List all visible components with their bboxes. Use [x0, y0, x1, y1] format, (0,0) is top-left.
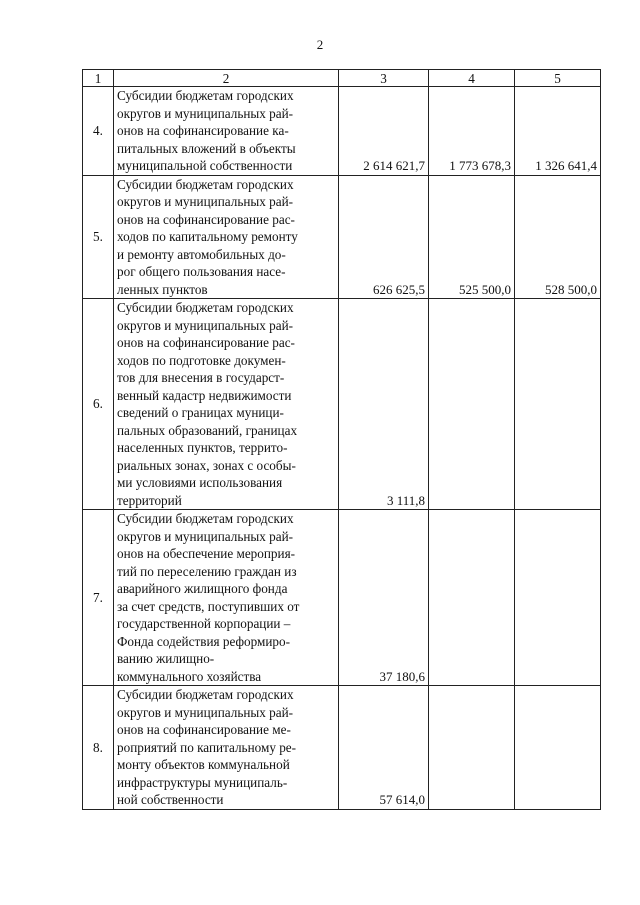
- header-col-5: 5: [515, 70, 601, 87]
- table-row: [83, 510, 601, 686]
- description-line: ванию жилищно-: [117, 651, 215, 666]
- row-value-col4: [429, 299, 515, 510]
- description-line: Субсидии бюджетам городских: [117, 511, 294, 526]
- description-line: ходов по капитальному ремонту: [117, 229, 298, 244]
- row-description: [114, 686, 339, 810]
- description-line: питальных вложений в объекты: [117, 140, 296, 156]
- description-line: онов на софинансирование рас-: [117, 335, 295, 350]
- description-line: инфраструктуры муниципаль-: [117, 774, 288, 790]
- row-number: 5.: [83, 175, 114, 299]
- description-line: государственной корпорации –: [117, 616, 291, 631]
- row-value-col3: 626 625,5: [339, 175, 429, 299]
- row-number: 7.: [83, 510, 114, 686]
- row-value-col4: 525 500,0: [429, 175, 515, 299]
- table-row: [83, 87, 601, 176]
- row-value-col5: [515, 510, 601, 686]
- row-value-col5: 528 500,0: [515, 175, 601, 299]
- description-line: за счет средств, поступивших от: [117, 598, 300, 614]
- table-body: [83, 87, 601, 810]
- row-number: 6.: [83, 299, 114, 510]
- row-value-col5: 1 326 641,4: [515, 87, 601, 176]
- description-line: онов на софинансирование ка-: [117, 123, 289, 138]
- header-col-2: 2: [114, 70, 339, 87]
- table-row: [83, 175, 601, 299]
- description-line: аварийного жилищного фонда: [117, 581, 288, 596]
- row-description: [114, 175, 339, 299]
- row-value-col5: [515, 686, 601, 810]
- row-description: [114, 299, 339, 510]
- description-line: ми условиями использования: [117, 475, 283, 490]
- description-line: округов и муниципальных рай-: [117, 528, 294, 544]
- subsidy-table: [82, 69, 601, 810]
- row-value-col4: [429, 510, 515, 686]
- row-value-col3: 37 180,6: [339, 510, 429, 686]
- header-col-3: 3: [339, 70, 429, 87]
- description-line: Субсидии бюджетам городских: [117, 687, 294, 702]
- description-line: онов на обеспечение мероприя-: [117, 546, 296, 561]
- row-value-col4: 1 773 678,3: [429, 87, 515, 176]
- description-line: онов на софинансирование ме-: [117, 722, 291, 737]
- row-value-col3: 57 614,0: [339, 686, 429, 810]
- header-col-1: 1: [83, 70, 114, 87]
- description-line: и ремонту автомобильных до-: [117, 246, 286, 262]
- description-line: рог общего пользования насе-: [117, 264, 286, 279]
- description-line: территорий: [117, 492, 182, 508]
- header-row: [83, 70, 601, 87]
- description-line: Субсидии бюджетам городских: [117, 300, 294, 315]
- description-line: сведений о границах муници-: [117, 405, 284, 420]
- description-line: коммунального хозяйства: [117, 668, 262, 684]
- description-line: округов и муниципальных рай-: [117, 194, 294, 209]
- description-line: Субсидии бюджетам городских: [117, 176, 294, 192]
- description-line: монту объектов коммунальной: [117, 757, 290, 772]
- description-line: тов для внесения в государст-: [117, 370, 285, 385]
- table-row: [83, 299, 601, 510]
- description-line: округов и муниципальных рай-: [117, 704, 294, 720]
- page-number: 2: [316, 37, 324, 52]
- description-line: тий по переселению граждан из: [117, 563, 297, 579]
- header-col-4: 4: [429, 70, 515, 87]
- description-line: Фонда содействия реформиро-: [117, 633, 291, 649]
- description-line: округов и муниципальных рай-: [117, 105, 294, 121]
- row-value-col3: 3 111,8: [339, 299, 429, 510]
- row-number: 4.: [83, 87, 114, 176]
- row-description: [114, 87, 339, 176]
- description-line: венный кадастр недвижимости: [117, 387, 292, 403]
- description-line: муниципальной собственности: [117, 158, 293, 173]
- row-description: [114, 510, 339, 686]
- description-line: роприятий по капитальному ре-: [117, 739, 297, 755]
- description-line: округов и муниципальных рай-: [117, 317, 294, 333]
- row-value-col3: 2 614 621,7: [339, 87, 429, 176]
- description-line: ленных пунктов: [117, 281, 208, 297]
- description-line: населенных пунктов, террито-: [117, 440, 288, 455]
- description-line: Субсидии бюджетам городских: [117, 88, 294, 103]
- description-line: риальных зонах, зонах с особы-: [117, 457, 296, 473]
- row-value-col5: [515, 299, 601, 510]
- description-line: ходов по подготовке докумен-: [117, 352, 286, 368]
- row-number: 8.: [83, 686, 114, 810]
- description-line: пальных образований, границах: [117, 422, 298, 438]
- table-row: [83, 686, 601, 810]
- description-line: ной собственности: [117, 792, 224, 807]
- description-line: онов на софинансирование рас-: [117, 211, 295, 227]
- row-value-col4: [429, 686, 515, 810]
